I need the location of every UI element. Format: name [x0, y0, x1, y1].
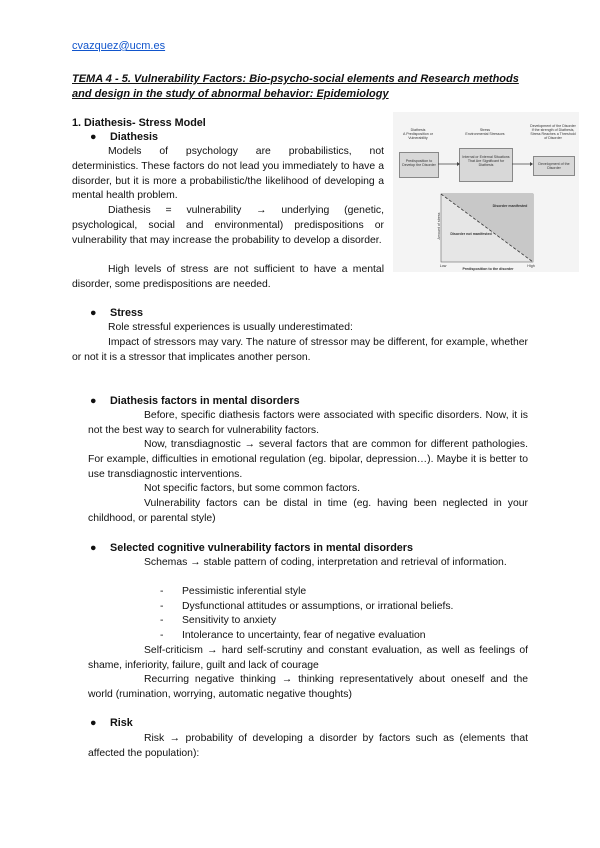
- figure-col2-label: Stress Environmental Stressors: [465, 128, 505, 136]
- bullet-label: Stress: [110, 307, 144, 319]
- bullet-diathesis-factors: [90, 395, 300, 407]
- document-title: TEMA 4 - 5. Vulnerability Factors: Bio-psycho-social elements and Research methods and design in the study of abnormal behavior: Epidemiology: [72, 73, 519, 100]
- list-item: - Pessimistic inferential style: [160, 586, 307, 597]
- list-item: - Intolerance to uncertainty, fear of negative evaluation: [160, 629, 426, 641]
- bullet-risk: [90, 717, 133, 729]
- bullet-label: Diathesis factors in mental disorders: [110, 395, 300, 407]
- figure-box-predisposition: Predisposition to Develop the Disorder: [399, 152, 439, 178]
- stress-paragraph-1: Role stressful experiences is usually underestimated:: [108, 322, 353, 333]
- figure-box-stressors: Internal or External Situations That Are Significant for Diathesis: [459, 148, 513, 182]
- bullet-dot: ●: [90, 307, 97, 319]
- factors-paragraph-3: Not specific factors, but some common factors.: [144, 483, 360, 494]
- figure-col1-label: Diathesis A Predisposition or Vulnerability: [403, 128, 433, 140]
- bullet-label: Risk: [110, 717, 133, 729]
- bullet-stress: [90, 307, 143, 319]
- cognitive-factors-list: [160, 585, 520, 643]
- factors-paragraph-4: Vulnerability factors can be distal in time (eg. having been neglected in your childhood, or parental style): [88, 498, 528, 524]
- figure-col3-label: Development of the Disorder If the strength of Diathesis, Stress Reaches a Threshold of Disorder: [530, 124, 576, 140]
- schemas-paragraph: Schemas → stable pattern of coding, interpretation and retrieval of information.: [144, 557, 507, 568]
- diathesis-p1-rest: deterministics. These factors do not lead you immediately to have a disorder, but it is more a probabilistic/the likelihood of developing a mental health problem.: [72, 160, 384, 202]
- self-criticism-paragraph: Self-criticism → hard self-scrutiny and constant evaluation, as well as feelings of shame, inferiority, failure, guilt and lack of courage: [88, 645, 528, 671]
- graph-x-low: Low: [439, 264, 447, 268]
- stress-paragraph-2: Impact of stressors may vary. The nature of stressor may be different, for example, whether or not it is a stressor that implicates another person.: [72, 337, 528, 363]
- figure-box-disorder: Development of the Disorder: [533, 156, 575, 176]
- graph-y-axis-label: Amount of stress: [437, 212, 441, 240]
- bullet-dot: ●: [90, 395, 97, 407]
- graph-x-axis-label: Predisposition to the disorder: [462, 267, 514, 271]
- diathesis-p1-line1: Models of psychology are probabilistics, not: [108, 146, 384, 157]
- diathesis-paragraph-2: Diathesis = vulnerability → underlying (genetic, psychological, social and environmental) predispositions or vulnerability that may increase the probability to develop a disorder.: [72, 205, 384, 246]
- risk-paragraph: Risk → probability of developing a disorder by factors such as (elements that affected the population):: [88, 733, 528, 759]
- diathesis-paragraph-1: [72, 145, 384, 204]
- bullet-cognitive-factors: [90, 542, 413, 554]
- factors-paragraph-1: Before, specific diathesis factors were associated with specific disorders. Now, it is not the best way to search for vulnerability factors.: [88, 410, 528, 436]
- recurring-thinking-paragraph: Recurring negative thinking → thinking representatively about oneself and the world (rumination, worrying, automatic negative thoughts): [88, 674, 528, 700]
- factors-paragraph-2: Now, transdiagnostic → several factors that are common for different pathologies. For example, difficulties in emotional regulation (eg. bipolar, depression…). Maybe it is better to use transdiagnostic interventions.: [88, 439, 528, 480]
- list-item: - Sensitivity to anxiety: [160, 615, 277, 627]
- section-heading-diathesis-stress: 1. Diathesis- Stress Model: [72, 117, 206, 129]
- author-email[interactable]: cvazquez@ucm.es: [72, 40, 166, 52]
- bullet-label: Selected cognitive vulnerability factors in mental disorders: [110, 542, 414, 554]
- bullet-dot: ●: [90, 131, 97, 143]
- graph-label-manifested: Disorder manifested: [492, 204, 528, 208]
- diathesis-stress-figure: [393, 112, 579, 272]
- arrow-2-head: [530, 162, 533, 166]
- bullet-label: Diathesis: [110, 131, 159, 143]
- diathesis-paragraph-3: High levels of stress are not sufficient to have a mental disorder, some predispositions are needed.: [72, 264, 384, 290]
- graph-label-not-manifested: Disorder not manifested: [450, 232, 492, 236]
- bullet-dot: ●: [90, 542, 97, 554]
- bullet-dot: ●: [90, 717, 97, 729]
- figure-arrows-and-graph: [393, 112, 579, 272]
- bullet-diathesis: [90, 131, 158, 143]
- graph-x-high: High: [527, 264, 535, 268]
- list-item: - Dysfunctional attitudes or assumptions, or irrational beliefs.: [160, 600, 454, 612]
- arrow-1-head: [457, 162, 460, 166]
